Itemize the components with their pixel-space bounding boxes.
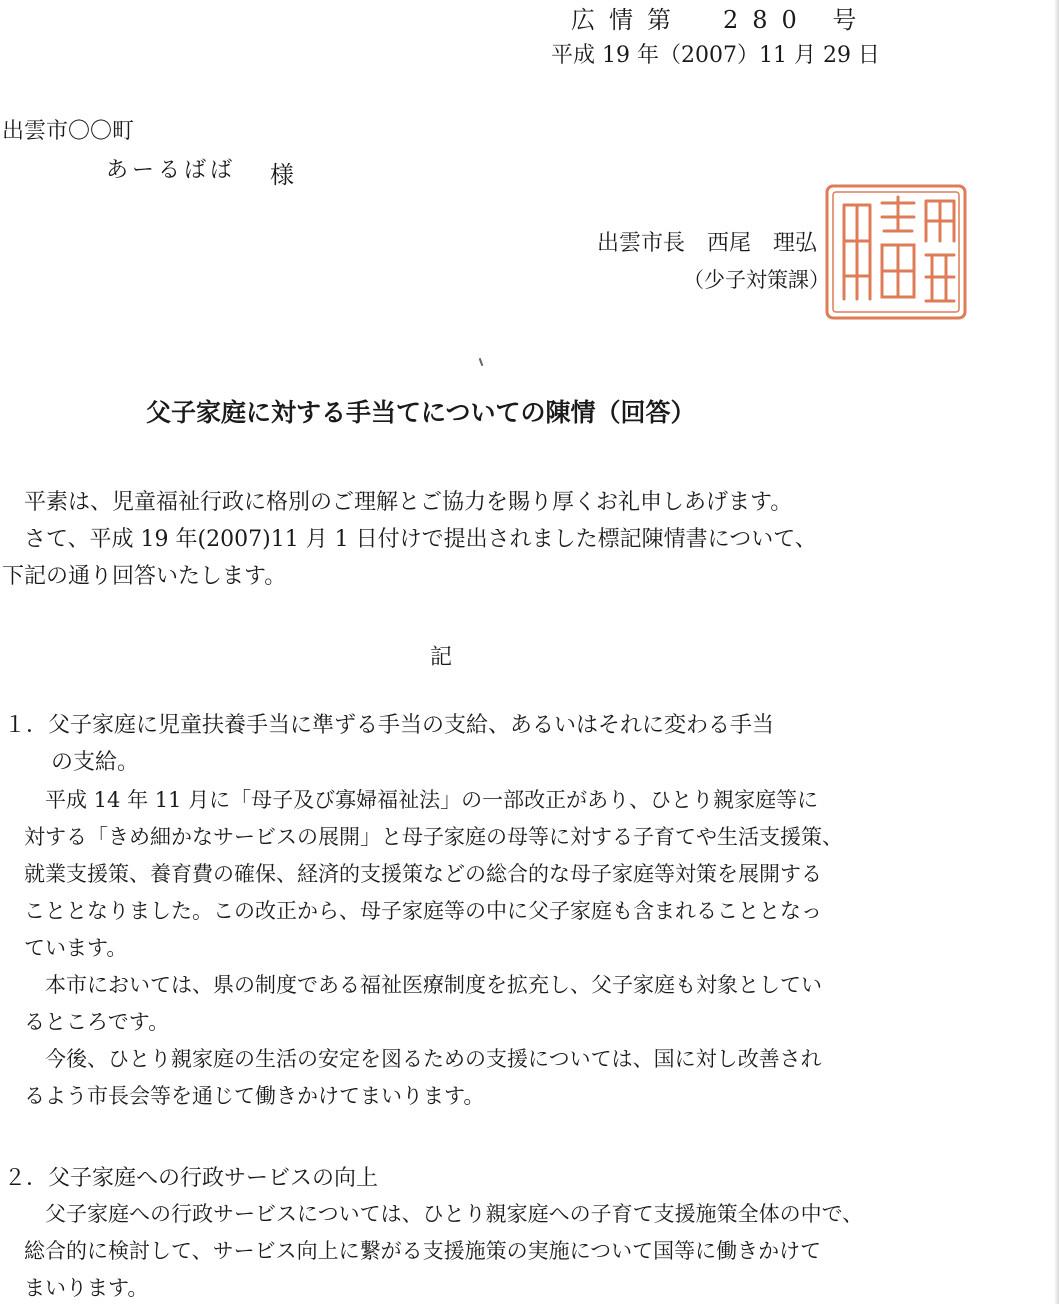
item-1-body-line: 今後、ひとり親家庭の生活の安定を図るための支援については、国に対し改善され [24,1047,822,1071]
item-1-body-line: ています。 [24,936,128,960]
item-1-body-line: るところです。 [24,1010,170,1034]
item-1-heading [4,707,774,781]
recipient-name: あーるばば [106,158,237,183]
item-2-heading: ２．父子家庭への行政サービスの向上 [4,1166,379,1191]
item-1-heading-line: の支給。 [51,750,140,775]
official-seal-icon [822,181,970,323]
scan-mark [479,358,484,366]
recipient-address: 出雲市〇〇町 [2,119,135,144]
item-1-body-line: 対する「きめ細かなサービスの展開」と母子家庭の母等に対する子育てや生活支援策、 [24,825,843,849]
item-1-body-line: こととなりました。この改正から、母子家庭等の中に父子家庭も含まれることとなっ [24,899,822,923]
recipient-honorific: 様 [270,161,295,189]
item-2-body-line: 総合的に検討して、サービス向上に繋がる支援施策の実施について国等に働きかけて [24,1239,822,1263]
item-1-heading-line: １．父子家庭に児童扶養手当に準ずる手当の支給、あるいはそれに変わる手当 [4,713,775,738]
item-2-body-line: 父子家庭への行政サービスについては、ひとり親家庭への子育て支援施策全体の中で、 [24,1202,864,1226]
sender-name: 出雲市長 西尾 理弘 [597,231,818,256]
scan-edge [1055,0,1059,1304]
letter-date: 平成 19 年（2007）11 月 29 日 [551,43,880,68]
ki-heading: 記 [430,645,453,670]
document-title: 父子家庭に対する手当てについての陳情（回答） [146,398,696,427]
reference-number: 広情第 280 号 [571,6,871,34]
item-2-body [24,1196,863,1307]
item-1-body-line: るよう市長会等を通じて働きかけてまいります。 [24,1084,485,1108]
intro-line: さて、平成 19 年(2007)11 月 1 日付けで提出されました標記陳情書について、 [2,527,817,552]
item-2-body-line: まいります。 [24,1276,149,1300]
recipient-block [106,149,295,189]
item-1-body-line: 平成 14 年 11 月に「母子及び寡婦福祉法」の一部改正があり、ひとり親家庭等に [24,788,819,812]
item-1-body-line: 本市においては、県の制度である福祉医療制度を拡充し、父子家庭も対象としてい [24,973,822,997]
sender-department: （少子対策課） [683,268,830,292]
item-1-body [24,782,843,1115]
intro-line: 平素は、児童福祉行政に格別のご理解とご協力を賜り厚くお礼申しあげます。 [2,490,793,515]
item-1-body-line: 就業支援策、養育費の確保、経済的支援策などの総合的な母子家庭等対策を展開する [24,862,822,886]
intro-paragraph [2,484,817,595]
intro-line: 下記の通り回答いたします。 [2,564,287,589]
